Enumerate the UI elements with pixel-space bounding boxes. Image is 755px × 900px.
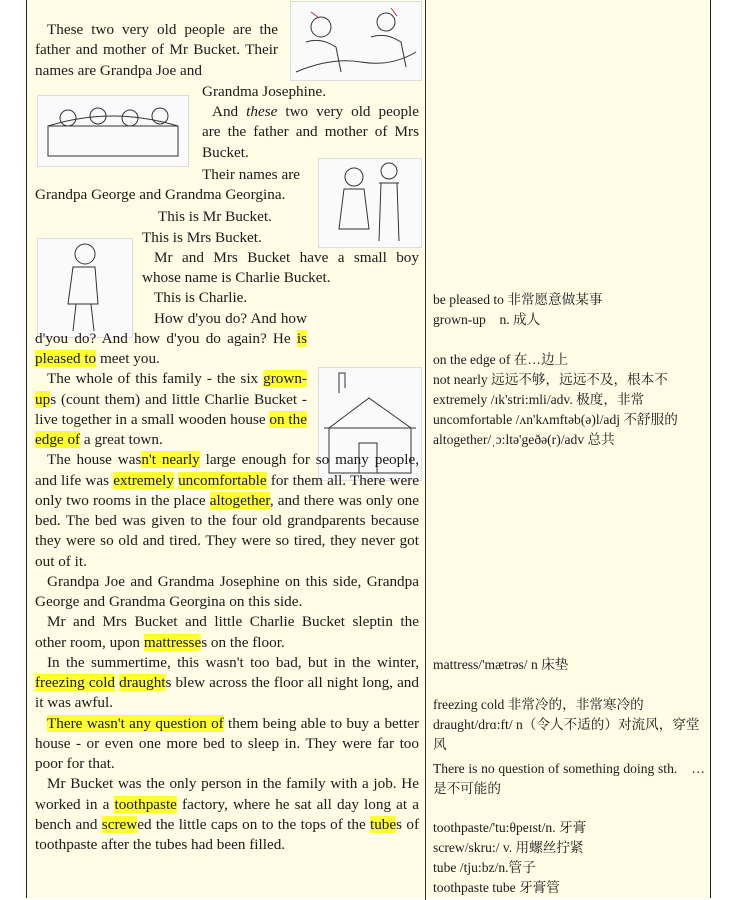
paragraph [202, 102, 419, 163]
text: Their names are Grandpa George and Grandma Georgina. [35, 165, 300, 203]
highlight: uncomfortable [178, 471, 267, 489]
glossary-entry: grown-up n. 成人 [433, 312, 541, 327]
glossary-group-3 [433, 655, 705, 675]
glossary-entry: screw/skru:/ v. 用螺丝拧紧 [433, 840, 584, 855]
text: , and there was only one bed. The bed was given to the four old grandparents because they were so old and tired. They were so tired, they never got out of it. [35, 491, 419, 570]
text: Grandpa Joe and Grandma Josephine on this side, Grandpa George and Grandma Georgina on this side. [35, 572, 419, 610]
text: The house was [47, 451, 142, 469]
glossary-entry: toothpaste tube 牙膏管 [433, 880, 560, 895]
text: for them all. There were only two rooms in the place [35, 471, 419, 509]
glossary-entry: draught/drɑ:ft/ n（令人不适的）对流风，穿堂风 [433, 717, 700, 752]
highlight: altogether [209, 491, 270, 509]
glossary-entry: freezing cold 非常冷的，非常寒冷的 [433, 697, 644, 712]
text: ed the little caps on to the tops of the [137, 815, 370, 833]
highlight: mattresse [143, 633, 202, 651]
paragraph [35, 774, 419, 855]
glossary-entry: altogether/ˌɔ:ltə'geðə(r)/adv 总共 [433, 432, 615, 447]
glossary-entry: mattress/'mætrəs/ n 床垫 [433, 657, 569, 672]
paragraph [35, 20, 278, 81]
text: a great town. [80, 431, 163, 448]
glossary-group-1 [433, 290, 705, 330]
text: Mr and Mrs Bucket and little Charlie Bucket sleptin the other room, upon [35, 613, 419, 651]
glossary-entry: on the edge of 在…边上 [433, 352, 569, 367]
glossary-entry: toothpaste/'tu:θpeɪst/n. 牙膏 [433, 820, 587, 835]
text: These two very old people are the father and mother of Mr Bucket. Their names are Grandpa Joe and [35, 21, 278, 79]
highlight: There wasn't any question of [47, 714, 224, 732]
paragraph [142, 288, 419, 308]
text: And [212, 103, 247, 120]
paragraph [35, 653, 419, 714]
paragraph [35, 165, 300, 206]
highlight: n't nearly [141, 451, 200, 469]
text: How d'you do? And how d'you do? And how d'you do again? He [35, 309, 307, 347]
text: s (count them) and little Charlie Bucket - live together in a small wooden house [35, 390, 307, 428]
text: factory, where he sat all day long at a bench and [35, 795, 419, 833]
paragraph [202, 82, 419, 102]
text: these [246, 103, 278, 120]
text: Grandma Josephine. [202, 82, 326, 100]
paragraph [35, 714, 419, 775]
text: This is Charlie. [154, 289, 248, 307]
paragraph [35, 612, 419, 653]
story-text [35, 20, 419, 855]
text: The whole of this family - the six [47, 370, 264, 388]
paragraph [35, 572, 419, 613]
glossary-group-5 [433, 818, 705, 898]
highlight: screw [101, 815, 138, 833]
text: Mr and Mrs Bucket have a small boy whose name is Charlie Bucket. [142, 248, 419, 286]
glossary-group-2 [433, 350, 705, 450]
paragraph [142, 248, 419, 289]
text: In the summertime, this wasn't too bad, but in the winter, [47, 653, 419, 671]
text: This is Mrs Bucket. [142, 228, 262, 246]
text: s on the floor. [201, 633, 285, 651]
paragraph [142, 228, 419, 248]
text: s blew across the floor all night long, and it was awful. [35, 674, 419, 712]
highlight: extremely [113, 471, 174, 489]
paragraph [35, 450, 419, 572]
text: s of toothpaste after the tubes had been filled. [35, 815, 419, 853]
highlight: grown-up [35, 370, 307, 408]
highlight: on the edge of [35, 410, 307, 448]
text: large enough for so many people, and life was [35, 451, 420, 489]
glossary-entry: extremely /ɪk'stri:mli/adv. 极度，非常 [433, 392, 645, 407]
glossary-entry: be pleased to 非常愿意做某事 [433, 292, 603, 307]
text: Mr Bucket was the only person in the family with a job. He worked in a [35, 775, 419, 813]
highlight: draught [119, 674, 166, 691]
text: them being able to buy a better house - or even one more bed to sleep in. They were far too poor for that. [35, 714, 420, 772]
glossary-entry: tube /tju:bz/n.管子 [433, 860, 536, 875]
text: two very old people are the father and mother of Mrs Bucket. [202, 103, 419, 161]
highlight: toothpaste [114, 795, 177, 813]
highlight: freezing cold [35, 674, 116, 691]
text: This is Mr Bucket. [158, 208, 272, 226]
column-divider [425, 0, 426, 900]
highlight: is pleased to [35, 329, 307, 367]
text: meet you. [96, 350, 160, 367]
glossary-entry: There is no question of something doing sth. …是不可能的 [433, 761, 705, 796]
paragraph [142, 207, 419, 227]
paragraph [35, 369, 307, 450]
paragraph [35, 309, 307, 370]
glossary-entry: not nearly 远远不够，远远不及，根本不 [433, 372, 668, 387]
glossary-group-4 [433, 695, 705, 799]
highlight: tube [369, 815, 397, 833]
glossary-entry: uncomfortable /ʌn'kʌmftəb(ə)l/adj 不舒服的 [433, 412, 678, 427]
